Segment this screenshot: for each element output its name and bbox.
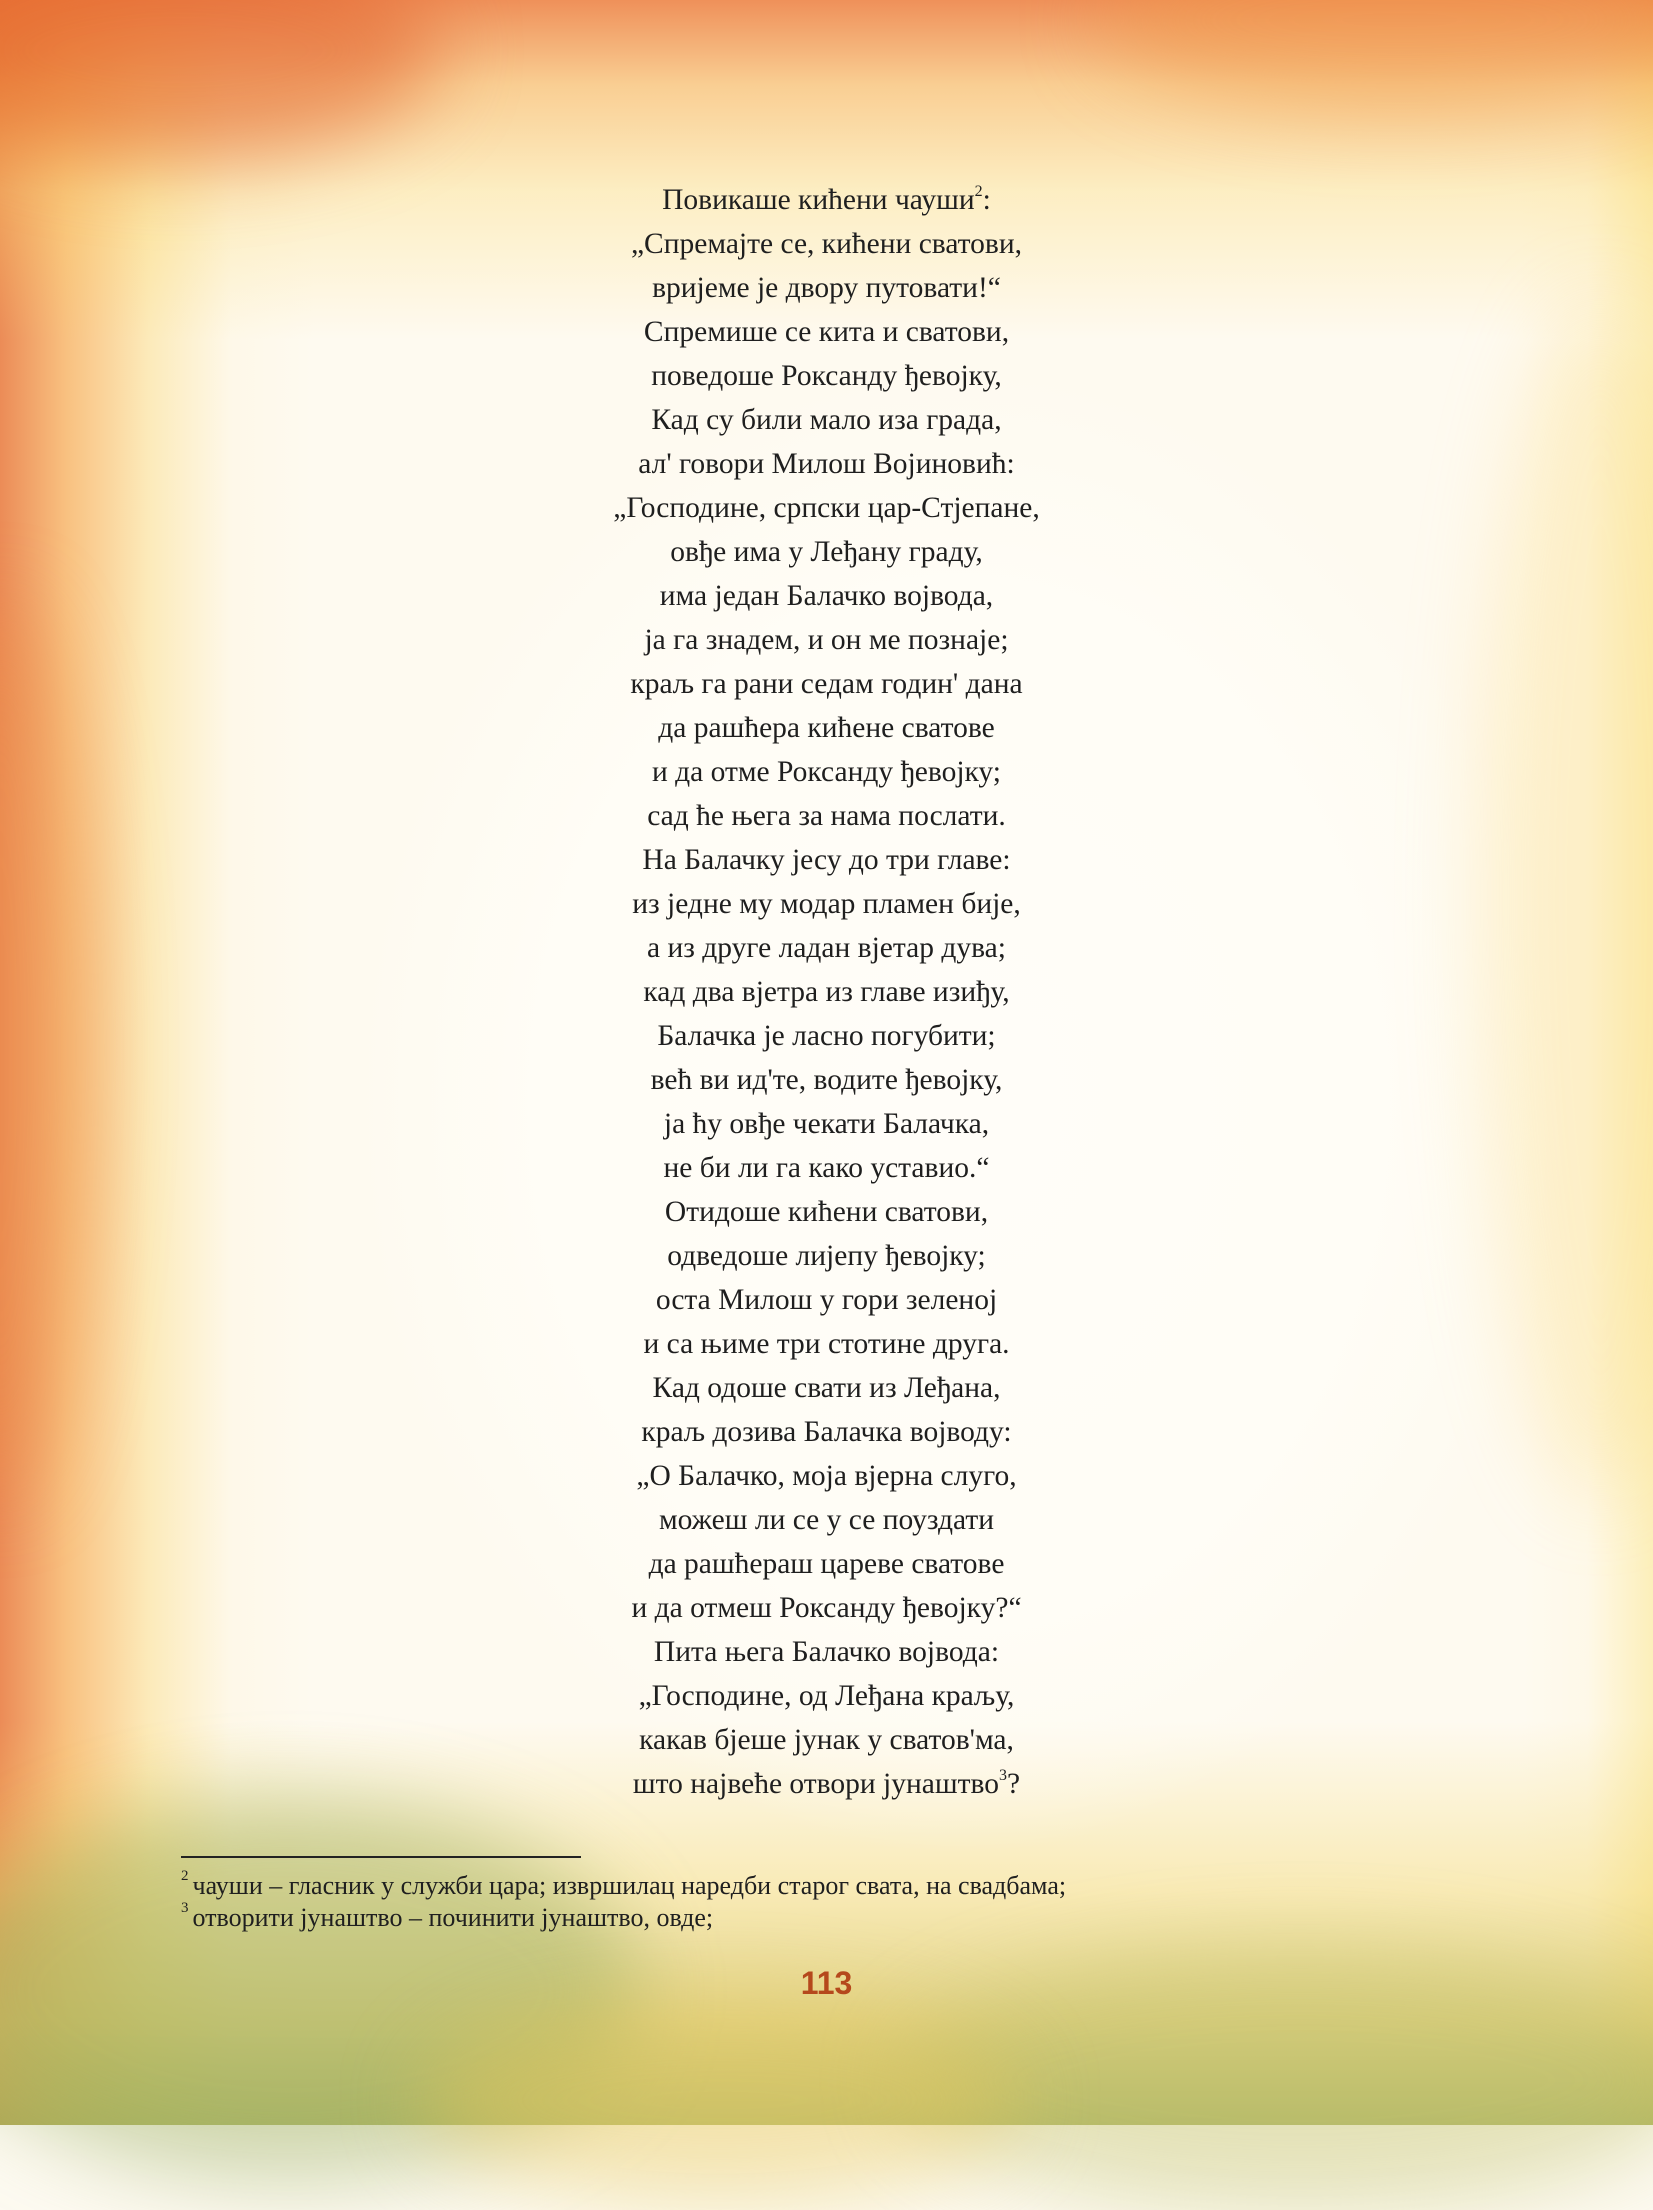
poem-line: краљ га рани седам годин' дана bbox=[630, 668, 1023, 700]
poem-line: На Балачку јесу до три главе: bbox=[642, 844, 1011, 876]
footnote-ref: 3 bbox=[998, 1767, 1007, 1785]
watercolor-blot bbox=[1100, 0, 1653, 110]
footnote-text: отворити јунаштво – починити јунаштво, овде; bbox=[192, 1903, 714, 1932]
footnote-separator bbox=[181, 1856, 581, 1858]
poem-line: можеш ли се у се поуздати bbox=[658, 1504, 994, 1536]
poem-line: има један Балачко војвода, bbox=[659, 580, 994, 612]
page-number: 113 bbox=[800, 1965, 853, 2001]
poem-line: из једне му модар пламен бије, bbox=[632, 888, 1021, 920]
watercolor-blot bbox=[0, 0, 440, 160]
poem-line: какав бјеше јунак у сватов'ма, bbox=[639, 1724, 1014, 1756]
footnotes bbox=[181, 1870, 1531, 1934]
footnote-marker: 2 bbox=[181, 1868, 189, 1885]
poem-line: Повикаше кићени чауши$^2$: bbox=[662, 183, 991, 216]
poem-line: и да отме Роксанду ђевојку; bbox=[651, 756, 1001, 788]
watercolor-blot bbox=[420, 2000, 1020, 2200]
footnote bbox=[181, 1870, 1531, 1902]
poem-line: „Господине, од Леђана краљу, bbox=[638, 1680, 1015, 1712]
poem-line: Отидоше кићени сватови, bbox=[664, 1196, 989, 1228]
poem-line: „Спремајте се, кићени сватови, bbox=[630, 228, 1023, 260]
poem-line: овђе има у Леђану граду, bbox=[670, 536, 983, 568]
footnote-marker: 3 bbox=[181, 1900, 189, 1917]
poem-line: ја га знадем, и он ме познаје; bbox=[644, 624, 1009, 656]
poem-line: а из друге ладан вјетар дува; bbox=[647, 932, 1006, 964]
poem-line: већ ви ид'те, водите ђевојку, bbox=[650, 1064, 1003, 1096]
poem-line: Кад су били мало иза града, bbox=[651, 404, 1002, 436]
poem-line: да рашћера кићене сватове bbox=[658, 712, 995, 744]
poem-line: и са њиме три стотине друга. bbox=[643, 1328, 1010, 1360]
poem-line: и да отмеш Роксанду ђевојку?“ bbox=[631, 1592, 1022, 1624]
footnote-ref: 2 bbox=[974, 183, 983, 201]
poem-line: Пита њега Балачко војвода: bbox=[653, 1636, 1000, 1668]
poem-line: одведоше лијепу ђевојку; bbox=[667, 1240, 986, 1272]
footnote-text: чауши – гласник у служби цара; извршилац наредби старог свата, на свадбама; bbox=[192, 1871, 1067, 1900]
poem-line: не би ли га како уставио.“ bbox=[663, 1152, 990, 1184]
poem-line: „Господине, српски цар-Стјепане, bbox=[613, 492, 1040, 524]
footnote bbox=[181, 1902, 1531, 1934]
poem-text bbox=[0, 178, 1653, 1806]
poem-line: Балачка је ласно погубити; bbox=[657, 1020, 996, 1052]
poem-line: „О Балачко, моја вјерна слуго, bbox=[636, 1460, 1017, 1492]
poem-line: што највеће отвори јунаштво$^3$? bbox=[632, 1767, 1021, 1800]
poem-line: сад ће њега за нама послати. bbox=[647, 800, 1006, 832]
poem-line: Кад одоше свати из Леђана, bbox=[652, 1372, 1001, 1404]
poem-line: кад два вјетра из главе изиђу, bbox=[643, 976, 1010, 1008]
poem-line: вријеме је двору путовати!“ bbox=[652, 272, 1001, 304]
poem-line: поведоше Роксанду ђевојку, bbox=[651, 360, 1002, 392]
poem-line: краљ дозива Балачка војводу: bbox=[641, 1416, 1012, 1448]
poem-line: ја ћу овђе чекати Балачка, bbox=[663, 1108, 990, 1140]
poem-line: Спремише се кита и сватови, bbox=[643, 316, 1010, 348]
poem-line: да рашћераш цареве сватове bbox=[648, 1548, 1005, 1580]
poem-line: оста Милош у гори зеленој bbox=[655, 1284, 998, 1316]
poem-line: ал' говори Милош Војиновић: bbox=[638, 448, 1015, 480]
